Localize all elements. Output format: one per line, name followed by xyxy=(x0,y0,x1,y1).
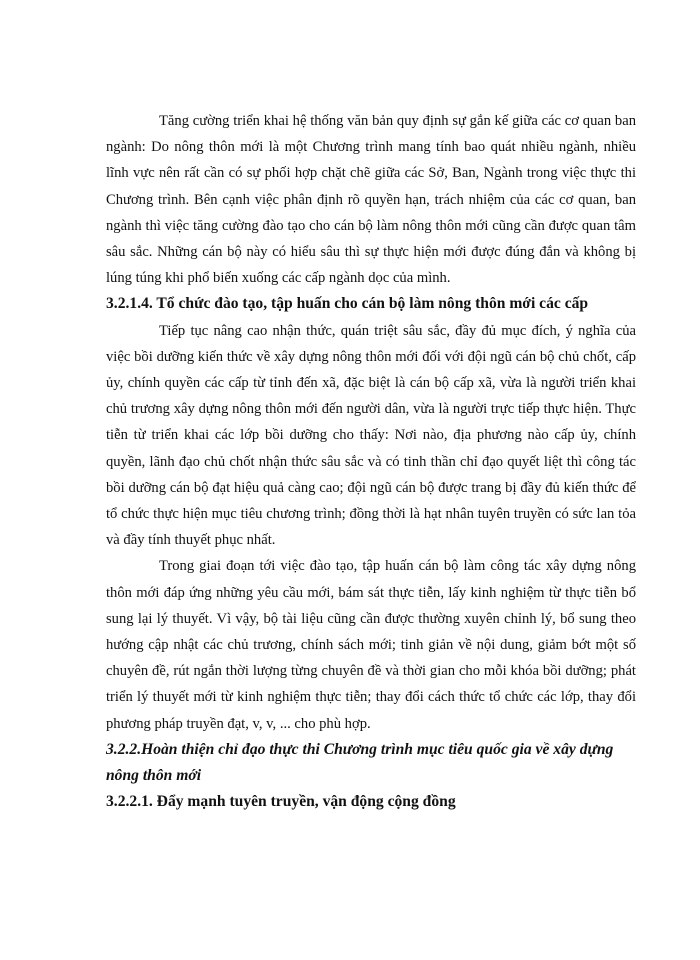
section-heading-3-2-2: 3.2.2.Hoàn thiện chỉ đạo thực thi Chương trình mục tiêu quốc gia về xây dựng nông thôn mới xyxy=(106,740,614,785)
document-page xyxy=(106,108,636,815)
paragraph-training-next-phase: Trong giai đoạn tới việc đào tạo, tập huấn cán bộ làm công tác xây dựng nông thôn mới đáp ứng những yêu cầu mới, bám sát thực tiễn, lấy kinh nghiệm từ thực tiễn bổ sung lại lý thuyết. Vì vậy, bộ tài liệu cũng cần được thường xuyên chỉnh lý, bổ sung theo hướng cập nhật các chủ trương, chính sách mới; tinh giản về nội dung, giảm bớt một số chuyên đề, rút ngắn thời lượng từng chuyên đề và thời gian cho mỗi khóa bồi dưỡng; phát triển lý thuyết mới từ kinh nghiệm thực tiễn; thay đổi cách thức tổ chức các lớp, thay đổi phương pháp truyền đạt, v, v, ... cho phù hợp. xyxy=(106,558,636,732)
section-heading-3-2-1-4: 3.2.1.4. Tổ chức đào tạo, tập huấn cho cán bộ làm nông thôn mới các cấp xyxy=(106,295,589,313)
paragraph-inter-agency-coordination: Tăng cường triển khai hệ thống văn bản quy định sự gắn kế giữa các cơ quan ban ngành: Do nông thôn mới là một Chương trình mang tính bao quát nhiều ngành, nhiều lĩnh vực nên rất cần có sự phối hợp chặt chẽ giữa các Sở, Ban, Ngành trong việc thực thi Chương trình. Bên cạnh việc phân định rõ quyền hạn, trách nhiệm của các cơ quan, ban ngành thì việc tăng cường đào tạo cho cán bộ làm nông thôn mới cũng cần được quan tâm sâu sắc. Những cán bộ này có hiểu sâu thì sự thực hiện mới được đúng đắn và không bị lúng túng khi phổ biến xuống các cấp ngành dọc của mình. xyxy=(106,113,636,287)
section-heading-3-2-2-1: 3.2.2.1. Đẩy mạnh tuyên truyền, vận động cộng đồng xyxy=(106,793,456,811)
paragraph-training-awareness: Tiếp tục nâng cao nhận thức, quán triệt sâu sắc, đầy đủ mục đích, ý nghĩa của việc bồi dưỡng kiến thức về xây dựng nông thôn mới đối với đội ngũ cán bộ chủ chốt, cấp ủy, chính quyền các cấp từ tỉnh đến xã, đặc biệt là cán bộ cấp xã, vừa là người triển khai chủ trương xây dựng nông thôn mới đến người dân, vừa là người trực tiếp thực hiện. Thực tiễn từ triển khai các lớp bồi dưỡng cho thấy: Nơi nào, địa phương nào cấp ủy, chính quyền, lãnh đạo chủ chốt nhận thức sâu sắc và có tinh thần chỉ đạo quyết liệt thì công tác bồi dưỡng cán bộ đạt hiệu quả càng cao; đội ngũ cán bộ được trang bị đầy đủ kiến thức để tổ chức thực hiện mục tiêu chương trình; đồng thời là hạt nhân tuyên truyền có sức lan tỏa và đầy tính thuyết phục nhất. xyxy=(106,322,636,549)
